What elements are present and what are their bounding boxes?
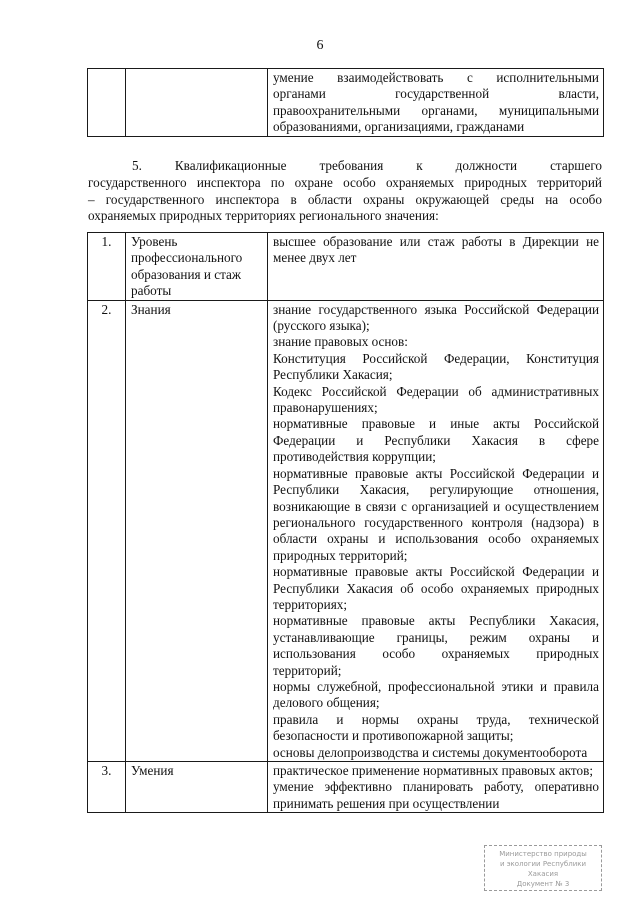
qualification-requirements-paragraph: [88, 158, 602, 225]
paragraph-line: 5. Квалификационные требования к должности старшего: [132, 158, 602, 173]
registration-stamp: [484, 845, 602, 891]
paragraph-line: охраняемых природных территориях регионального значения:: [88, 208, 439, 224]
knowledge-item: нормативные правовые акты Российской Федерации и Республики Хакасия, регулирующие отношения, возникающие в связи с организацией и осуществлением регионального государственного контроля (надзора) в области охраны и использования особо охраняемых природных территорий;: [273, 465, 599, 563]
row-content-cell: высшее образование или стаж работы в Дирекции не менее двух лет: [268, 233, 604, 301]
content-line: образованиями, организациями, гражданами: [273, 119, 525, 135]
content-line: умение взаимодействовать с исполнительными: [273, 70, 599, 85]
page-number: 6: [316, 38, 324, 53]
knowledge-item: Конституция Российской Федерации, Конституция Республики Хакасия;: [273, 350, 599, 383]
row-content-cell: [268, 300, 604, 761]
content-line: органами государственной власти,: [273, 86, 599, 102]
knowledge-item: нормативные правовые и иные акты Российской Федерации и Республики Хакасия в сфере противодействия коррупции;: [273, 416, 599, 465]
stamp-line: и экологии Республики Хакасия: [499, 860, 587, 878]
table-row: [88, 69, 604, 137]
table-row: [88, 233, 604, 301]
stamp-line: Министерство природы: [499, 850, 587, 858]
row-number-cell: 3.: [88, 762, 126, 813]
knowledge-item: основы делопроизводства и системы документооборота: [273, 744, 588, 760]
row-label-cell: Умения: [126, 762, 268, 813]
row-label-cell: [126, 69, 268, 137]
requirements-table-continuation: [87, 68, 604, 137]
skills-item: практическое применение нормативных правовых актов;: [273, 763, 593, 778]
table-row: [88, 300, 604, 761]
skills-item: умение эффективно планировать работу, оперативно принимать решения при осуществлении: [273, 779, 599, 811]
stamp-line: Документ № 3: [516, 880, 570, 888]
row-label-cell: Уровень профессионального образования и стаж работы: [126, 233, 268, 301]
content-line: правоохранительными органами, муниципальными: [273, 102, 599, 118]
row-number-cell: [88, 69, 126, 137]
knowledge-item: нормативные правовые акты Республики Хакасия, устанавливающие границы, режим охраны и использования особо охраняемых природных территорий;: [273, 613, 599, 678]
knowledge-item: нормы служебной, профессиональной этики и правила делового общения;: [273, 678, 599, 711]
row-label-cell: Знания: [126, 300, 268, 761]
paragraph-line: – государственного инспектора в области охраны окружающей среды на особо: [88, 191, 602, 207]
paragraph-line: государственного инспектора по охране особо охраняемых природных территорий: [88, 174, 602, 190]
knowledge-item: знание государственного языка Российской Федерации (русского языка);: [273, 301, 599, 334]
knowledge-item: знание правовых основ:: [273, 334, 408, 350]
table-row: [88, 762, 604, 813]
row-content-cell: [268, 762, 604, 813]
row-number-cell: 1.: [88, 233, 126, 301]
row-number-cell: 2.: [88, 300, 126, 761]
knowledge-item: Кодекс Российской Федерации об административных правонарушениях;: [273, 383, 599, 416]
requirements-table: [87, 232, 604, 813]
row-content-cell: [268, 69, 604, 137]
knowledge-item: нормативные правовые акты Российской Федерации и Республики Хакасия об особо охраняемых природных территориях;: [273, 564, 599, 612]
knowledge-item: правила и нормы охраны труда, технической безопасности и противопожарной защиты;: [273, 711, 599, 744]
